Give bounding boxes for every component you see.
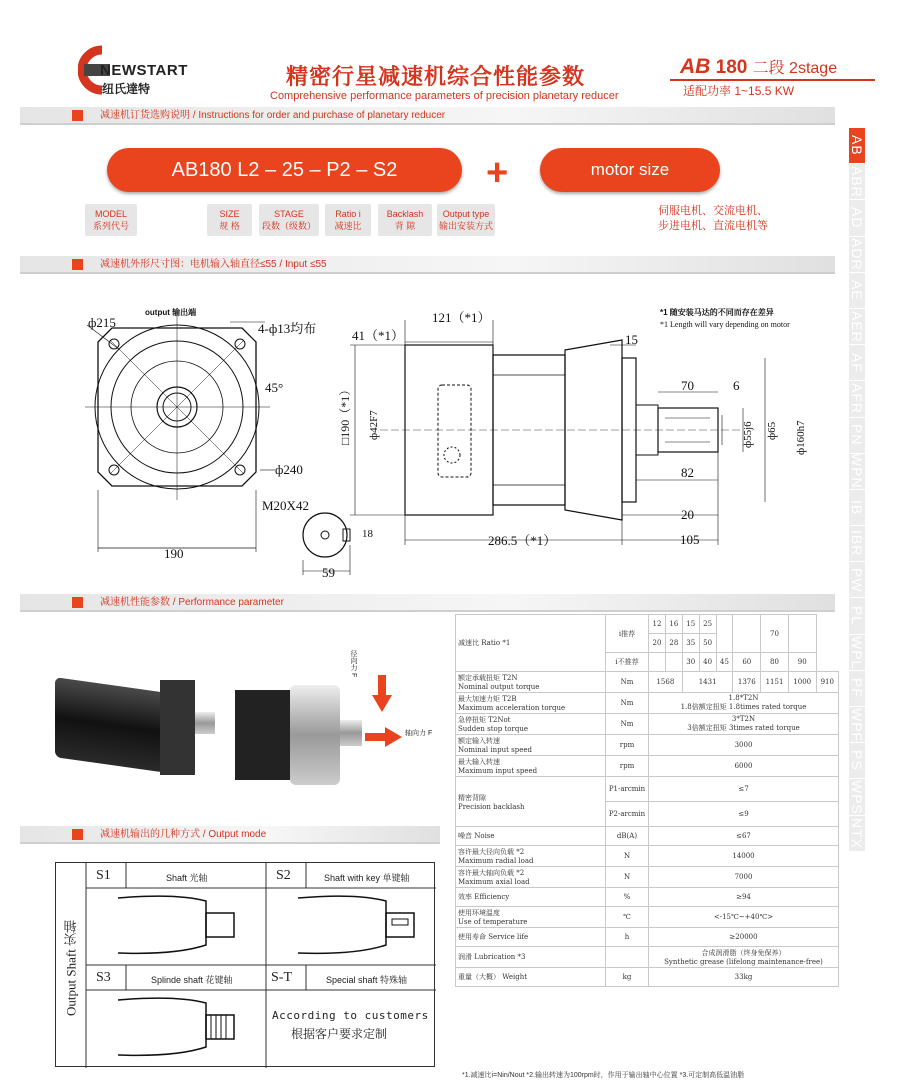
model-heading: AB 180 二段 2stage	[680, 55, 838, 78]
table-row: 效率 Efficiency % ≥94	[456, 888, 839, 907]
custom-cn: 根据客户要求定制	[291, 1027, 388, 1041]
tab-pf[interactable]: PF	[849, 671, 865, 707]
table-row: 使用环境温度 Use of temperature ℃ <-15℃~+40℃>	[456, 907, 839, 928]
table-row: 精密背隙 Precision backlash P1-arcmin ≤7	[456, 777, 839, 802]
section-order: 减速机订货选购说明 / Instructions for order and purchase of planetary reducer	[20, 107, 835, 125]
label-model: MODEL 系列代号	[85, 204, 137, 236]
tab-pl[interactable]: PL	[849, 598, 865, 634]
motor-types: 伺服电机、交流电机、 步进电机、直流电机等	[658, 205, 768, 232]
power-range: 适配功率 1~15.5 KW	[683, 84, 795, 98]
dim-20: 20	[681, 507, 694, 522]
dim-105: 105	[680, 532, 700, 547]
tab-pw[interactable]: PW	[849, 562, 865, 598]
order-code: AB180 L2 – 25 – P2 – S2	[107, 148, 462, 192]
radial-force-label: 径向力 F	[350, 650, 357, 678]
tab-wpf[interactable]: WPF	[849, 707, 865, 742]
label-size: SIZE 规 格	[207, 204, 252, 236]
dim-286: 286.5（*1）	[488, 533, 557, 548]
table-footnote: *1.减速比i=Nin/Nout *2.输出转速为100rpm时，作用于输出轴中心位置 *3.可定制高低温油脂	[462, 1072, 745, 1079]
series-tabs	[849, 128, 883, 1068]
dim-d160: ф160h7	[795, 420, 807, 455]
tab-afr[interactable]: AFR	[849, 381, 865, 417]
tab-pn[interactable]: PN	[849, 418, 865, 454]
dim-121: 121（*1）	[432, 310, 491, 325]
axial-force-label: 轴向力 F	[405, 730, 433, 737]
page-subtitle: Comprehensive performance parameters of precision planetary reducer	[270, 90, 619, 102]
table-row: 最大输入转速 Maximum input speed rpm 6000	[456, 756, 839, 777]
table-row: 容许最大径向负载 *2 Maximum radial load N 14000	[456, 846, 839, 867]
dim-key-59: 59	[322, 565, 335, 580]
dim-d42: ф42F7	[368, 410, 380, 440]
table-row: 润滑 Lubrication *3 合成润滑脂（终身免保养） Synthetic grease (lifelong maintenance-free)	[456, 947, 839, 968]
output-modes-panel	[55, 862, 435, 1067]
tab-ab[interactable]: AB	[849, 128, 865, 164]
plus-sign: +	[486, 152, 509, 194]
dim-d215: ф215	[88, 315, 116, 330]
label-output-type: Output type 输出安装方式	[437, 204, 495, 236]
ratio-label: 减速比 Ratio *1	[456, 615, 606, 672]
tab-wps[interactable]: WPS	[849, 779, 865, 815]
mode-st-name: Special shaft 特殊轴	[326, 975, 408, 985]
table-row: 重量（大概） Weight kg 33kg	[456, 968, 839, 987]
tab-aer[interactable]: AER	[849, 309, 865, 345]
dim-square-190: □190（*1）	[338, 383, 352, 445]
ratio-recommended: i推荐	[606, 615, 649, 653]
tab-ad[interactable]: AD	[849, 200, 865, 236]
output-end-label: output 输出端	[145, 308, 197, 317]
dim-key-18: 18	[362, 528, 373, 540]
motor-size-pill: motor size	[540, 148, 720, 192]
note-cn: *1 随安装马达的不同而存在差异	[660, 308, 774, 317]
tab-adr[interactable]: ADR	[849, 237, 865, 273]
product-photo	[40, 640, 450, 810]
label-stage: STAGE 段数（级数）	[259, 204, 319, 236]
dim-angle: 45°	[265, 380, 284, 395]
mode-s1: S1	[96, 868, 111, 883]
dim-41: 41（*1）	[352, 328, 405, 343]
tab-ae[interactable]: AE	[849, 273, 865, 309]
performance-table: 减速比 Ratio *1 i推荐 12 16 15 25 70 20 28 35 50 i不推荐 30 40 45 60 80 90 额定承载扭矩 T2N Nominal output torque Nm 1568 1431 1376 1151 1000 910 最大加速力矩 T2B Maximum acceleration torque Nm 1.8*T2N 1.8倍额定扭矩 1.8times rated torque 急停扭矩 T2Not Sudden stop torque Nm 3*T2N 3倍额定扭矩 3times rated torque 额定输入转速 Nominal input speed rpm 3000 最大输入转速 Maximum input speed rpm 6000 精密背隙 Precision backlash P1-arcmin ≤7 P2-arcmin ≤9 噪音 Noise dB(A) ≤67 容许最大径向负载 *2 Maximum radial load N 14000 容许最大轴向负载 *2 Maximum axial load N 7000 效率 Efficiency % ≥94 使用环境温度 Use of temperature ℃ <-15℃~+40℃> 使用寿命 Service life h ≥20000 润滑 Lubrication *3 合成润滑脂（终身免保养） Synthetic grease (lifelong maintenance-free) 重量（大概） Weight kg 33kg	[455, 614, 839, 987]
mode-s3-name: Splinde shaft 花键轴	[151, 975, 233, 985]
dim-d240: ф240	[275, 462, 303, 477]
mode-s3: S3	[96, 970, 111, 985]
tab-ib[interactable]: IB	[849, 490, 865, 526]
custom-en: According to customers	[272, 1009, 429, 1022]
page-title: 精密行星减速机综合性能参数	[286, 64, 586, 89]
brand-name-cn: 纽氏達特	[102, 82, 151, 96]
dim-width-190: 190	[164, 546, 184, 561]
label-backlash: Backlash 背 隙	[378, 204, 432, 236]
mode-s2-name: Shaft with key 单键轴	[324, 873, 410, 883]
output-shaft-label: Output Shaft 实轴	[63, 919, 79, 1017]
table-row: 额定承载扭矩 T2N Nominal output torque Nm 1568 1431 1376 1151 1000 910	[456, 672, 839, 693]
dim-70: 70	[681, 378, 694, 393]
table-row: 容许最大轴向负载 *2 Maximum axial load N 7000	[456, 867, 839, 888]
tab-ntx[interactable]: NTX	[849, 816, 865, 852]
tab-wpn[interactable]: WPN	[849, 453, 865, 490]
model-underline	[670, 79, 875, 81]
tab-af[interactable]: AF	[849, 345, 865, 381]
dim-15: 15	[625, 332, 638, 347]
note-en: *1 Length will vary depending on motor	[660, 320, 790, 329]
dim-6: 6	[733, 378, 740, 393]
tab-wpl[interactable]: WPL	[849, 635, 865, 669]
table-row: 最大加速力矩 T2B Maximum acceleration torque Nm 1.8*T2N 1.8倍额定扭矩 1.8times rated torque	[456, 693, 839, 714]
brand-name-en: NEWSTART	[100, 62, 188, 79]
mode-s2: S2	[276, 868, 291, 883]
table-row: 噪音 Noise dB(A) ≤67	[456, 827, 839, 846]
mode-st: S-T	[271, 970, 292, 985]
table-row: 额定输入转速 Nominal input speed rpm 3000	[456, 735, 839, 756]
tab-ibr[interactable]: IBR	[849, 526, 865, 562]
table-row: 急停扭矩 T2Not Sudden stop torque Nm 3*T2N 3倍额定扭矩 3times rated torque	[456, 714, 839, 735]
dim-d65: ф65	[766, 421, 778, 440]
dim-thread: M20X42	[262, 498, 309, 513]
dim-d55: ф55j6	[742, 421, 754, 448]
section-output-mode: 减速机输出的几种方式 / Output mode	[20, 826, 440, 844]
section-performance: 减速机性能参数 / Performance parameter	[20, 594, 835, 612]
tab-abr[interactable]: ABR	[849, 164, 865, 200]
label-ratio: Ratio i 减速比	[325, 204, 371, 236]
dim-82: 82	[681, 465, 694, 480]
section-dimensions: 减速机外形尺寸图：电机输入轴直径≤55 / Input ≤55	[20, 256, 835, 274]
dim-holes: 4-ф13均布	[258, 321, 317, 336]
mode-s1-name: Shaft 光轴	[166, 873, 208, 883]
ratio-not-recommended: i不推荐	[606, 653, 649, 672]
table-row: 使用寿命 Service life h ≥20000	[456, 928, 839, 947]
tab-ps[interactable]: PS	[849, 743, 865, 779]
